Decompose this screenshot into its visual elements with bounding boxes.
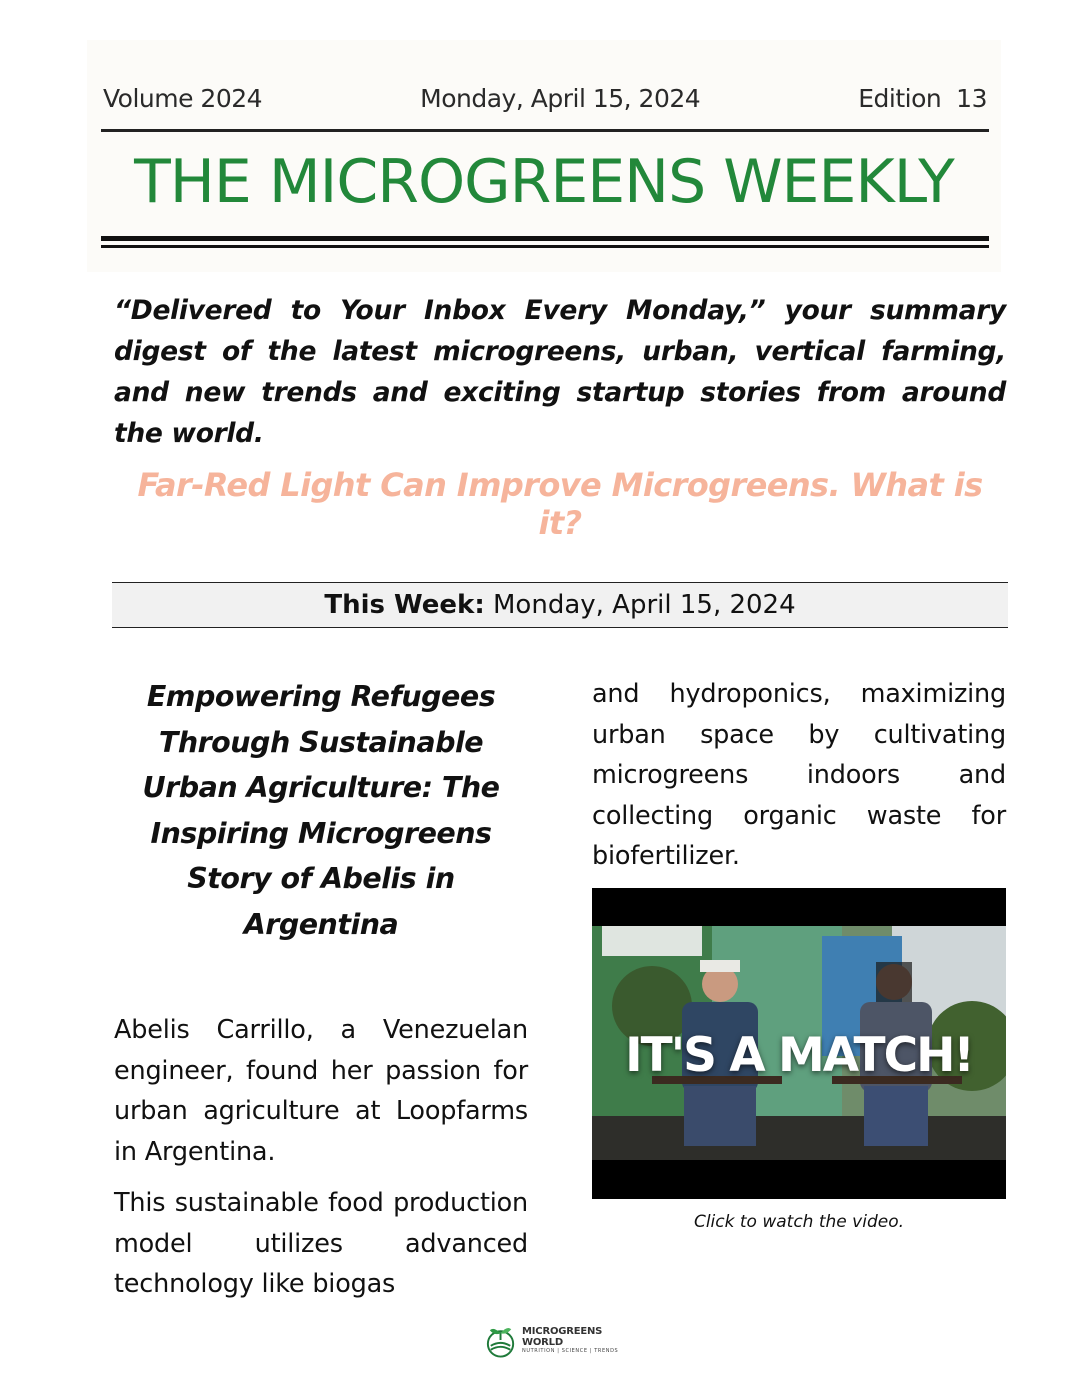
microgreens-world-logo [483, 1320, 643, 1360]
this-week-label: This Week: [324, 590, 485, 620]
article-column-right [592, 674, 1006, 888]
this-week-date: Monday, April 15, 2024 [493, 590, 796, 620]
video-caption[interactable]: Click to watch the video. [693, 1212, 905, 1232]
masthead-rule-thin [101, 245, 989, 248]
newsletter-title: THE MICROGREENS WEEKLY [134, 147, 954, 217]
edition-label: Edition 13 [858, 84, 987, 113]
issue-date: Monday, April 15, 2024 [420, 84, 701, 113]
featured-article-link[interactable]: Far-Red Light Can Improve Microgreens. What is it? [137, 466, 983, 542]
this-week-bar [112, 582, 1008, 628]
masthead-rule-top [101, 129, 989, 132]
volume-label: Volume 2024 [103, 84, 263, 113]
article-paragraph-3: and hydroponics, maximizing urban space by cultivating microgreens indoors and collecting organic waste for biofertilizer. [592, 679, 1006, 871]
masthead-rule-thick [101, 236, 989, 241]
logo-tagline: NUTRITION | SCIENCE | TRENDS [522, 1348, 619, 1354]
sprout-logo-icon [483, 1322, 518, 1358]
intro-text: “Delivered to Your Inbox Every Monday,” your summary digest of the latest microgreens, urban, vertical farming, and new trends and exciting startup stories from around the world. [114, 295, 1006, 449]
article-paragraph-2: This sustainable food production model utilizes advanced technology like biogas [114, 1188, 528, 1299]
masthead [87, 40, 1001, 272]
article-title: Empowering Refugees Through Sustainable Urban Agriculture: The Inspiring Microgreens Story of Abelis in Argentina [142, 680, 500, 941]
article-paragraph-1: Abelis Carrillo, a Venezuelan engineer, found her passion for urban agriculture at Loopfarms in Argentina. [114, 1015, 528, 1167]
video-overlay-text: IT'S A MATCH! [625, 1028, 973, 1083]
logo-name: MICROGREENS WORLD [522, 1326, 603, 1348]
masthead-info-bar [103, 84, 987, 113]
article-column-left [114, 1010, 528, 1316]
video-thumbnail[interactable] [592, 888, 1006, 1199]
logo-text [522, 1326, 643, 1354]
